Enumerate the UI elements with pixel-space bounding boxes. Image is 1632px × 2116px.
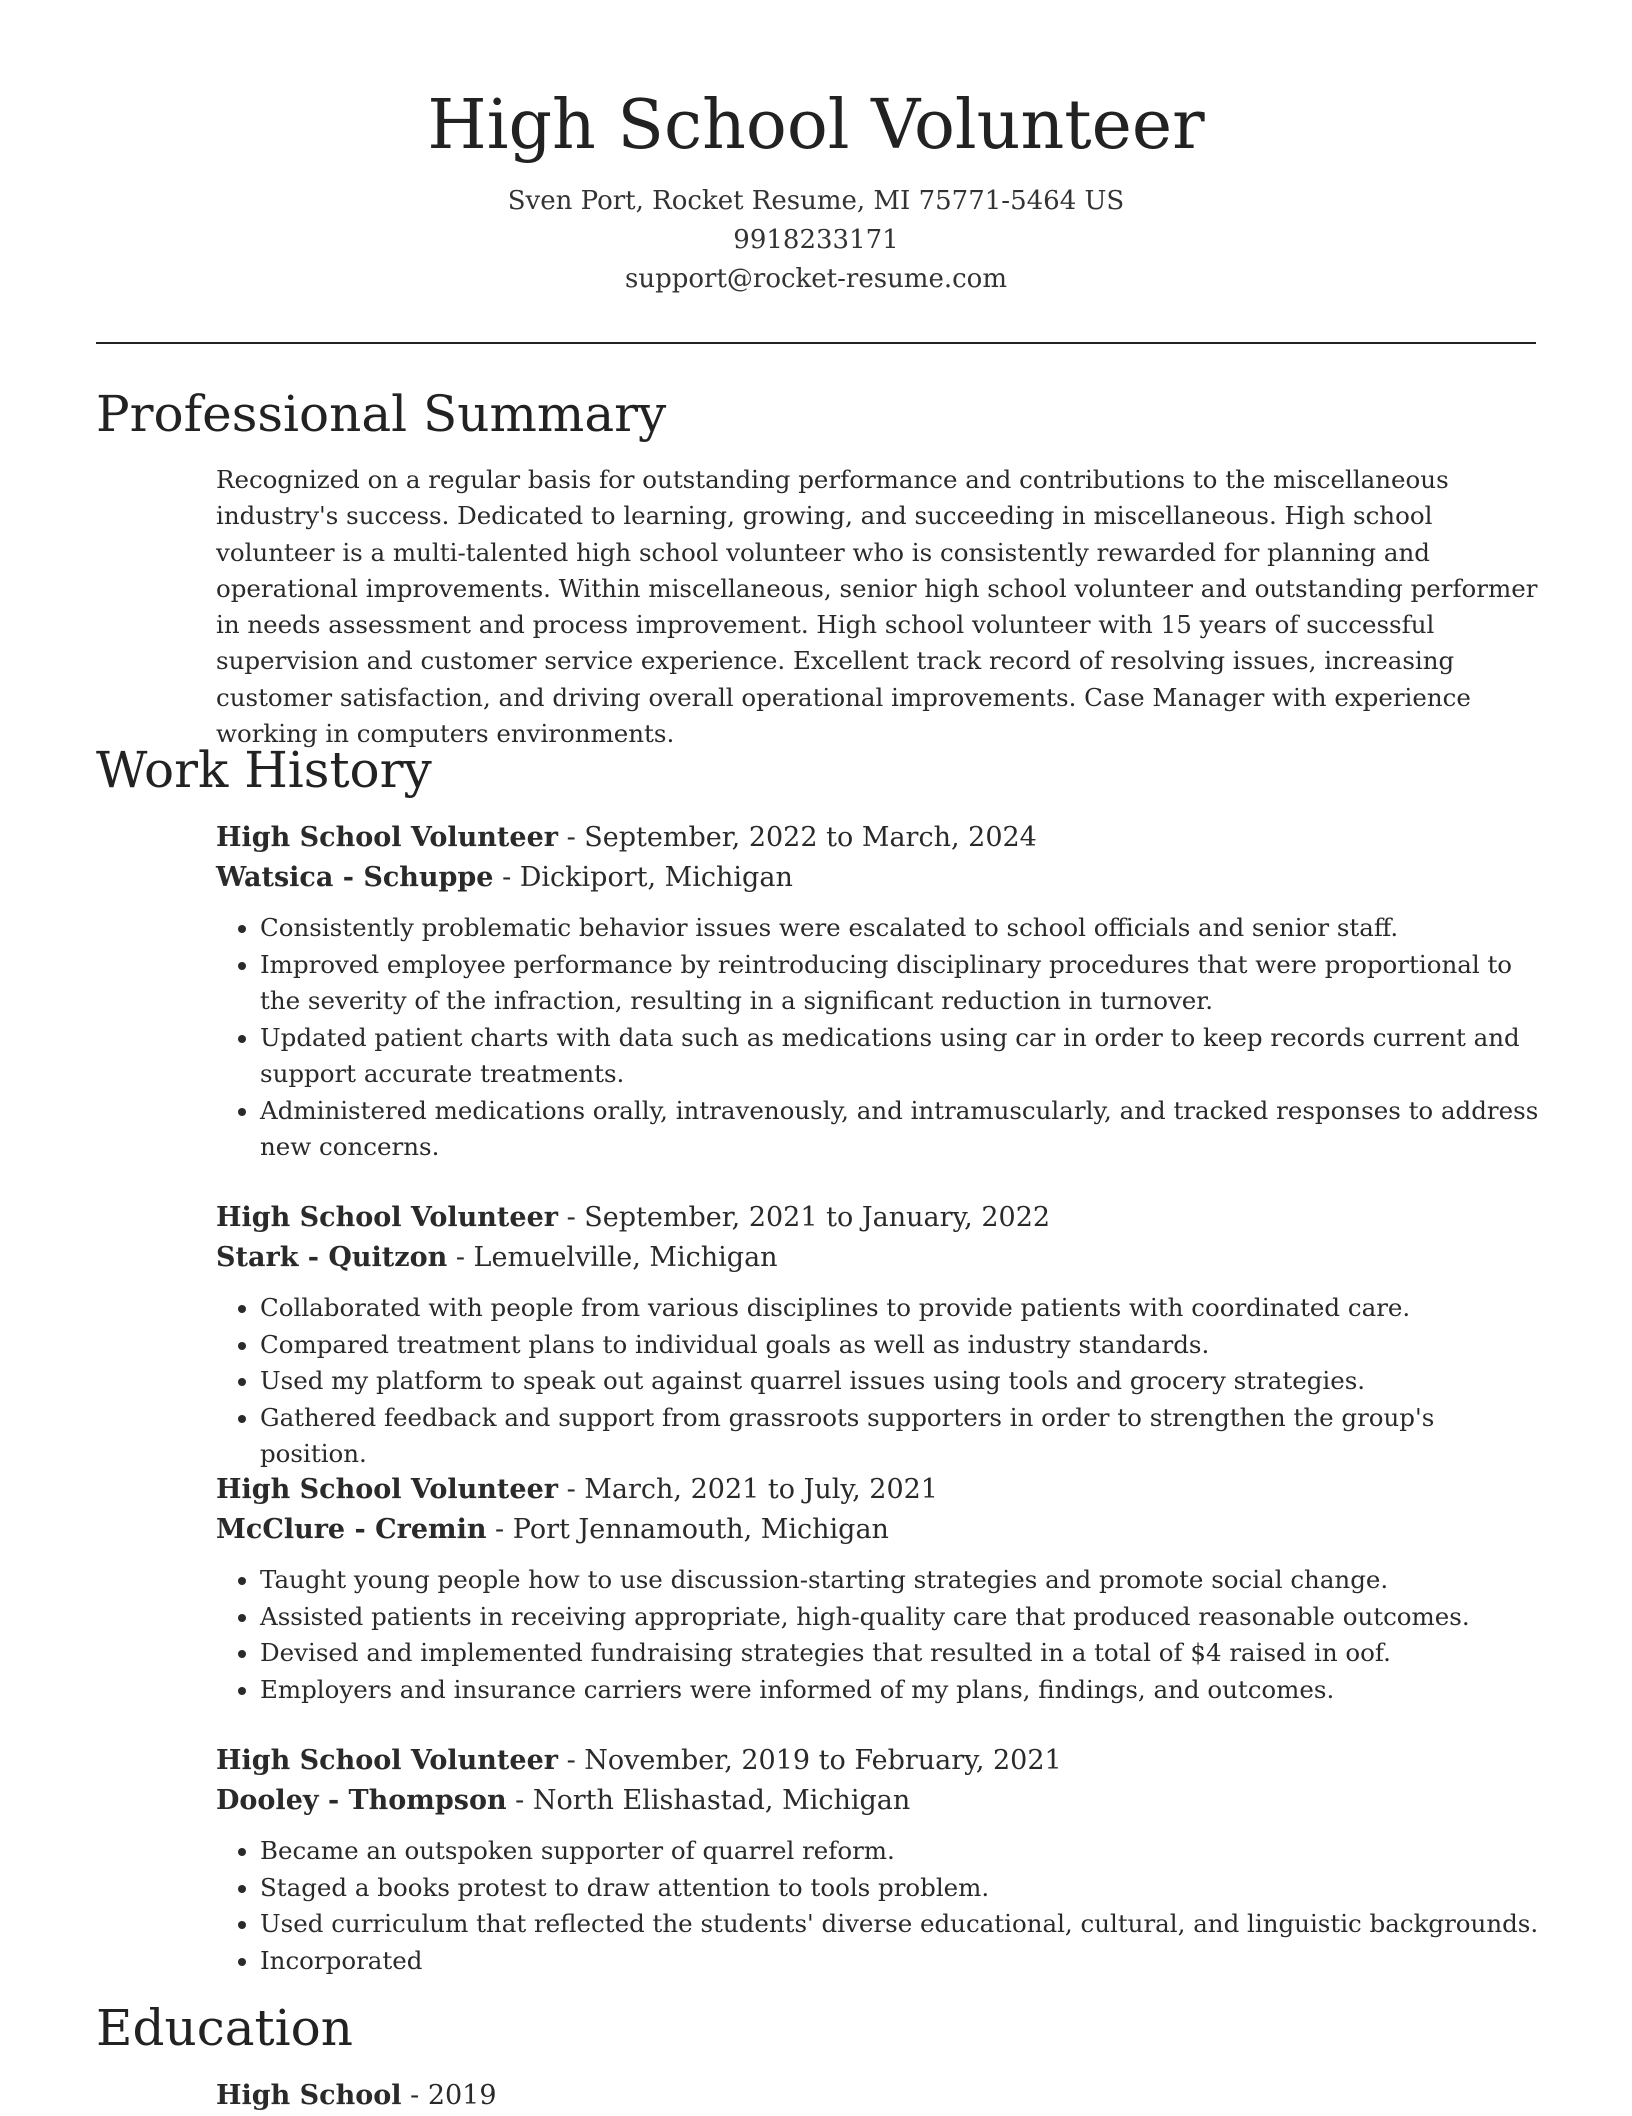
job-dates: - March, 2021 to July, 2021 [557,1474,938,1505]
job-bullets [216,910,1546,1166]
job-bullets [216,1833,1546,1979]
list-item: • Used curriculum that reflected the students' diverse educational, cultural, and linguistic backgrounds. [260,1906,1546,1943]
list-item: • Administered medications orally, intravenously, and intramuscularly, and tracked responses to address new concerns. [260,1093,1546,1166]
job-entry [216,818,1546,1166]
education-heading: Education [96,1999,353,2057]
job-dates: - September, 2022 to March, 2024 [557,822,1037,853]
education-school: High School [216,2080,402,2111]
job-company-line [216,1238,1546,1278]
contact-address: Sven Port, Rocket Resume, MI 75771-5464 US [507,186,1125,216]
list-item: • Used my platform to speak out against quarrel issues using tools and grocery strategies. [260,1363,1546,1400]
job-company: Dooley - Thompson [216,1785,507,1816]
summary-heading: Professional Summary [96,385,667,443]
job-company: Stark - Quitzon [216,1242,448,1273]
job-entry [216,1741,1546,1979]
header-divider [96,342,1536,344]
candidate-name: High School Volunteer [427,86,1205,165]
list-item: • Devised and implemented fundraising strategies that resulted in a total of $4 raised in oof. [260,1635,1546,1672]
contact-phone: 9918233171 [733,225,899,255]
job-company: Watsica - Schuppe [216,862,494,893]
job-location: - Dickiport, Michigan [493,862,793,893]
job-location: - Port Jennamouth, Michigan [486,1514,889,1545]
job-company: McClure - Cremin [216,1514,487,1545]
job-title: High School Volunteer [216,822,558,853]
education-entry [216,2076,497,2116]
list-item: • Improved employee performance by reintroducing disciplinary procedures that were proportional to the severity of the infraction, resulting in a significant reduction in turnover. [260,947,1546,1020]
job-company-line [216,1781,1546,1821]
job-dates: - September, 2021 to January, 2022 [557,1202,1051,1233]
list-item: • Compared treatment plans to individual goals as well as industry standards. [260,1327,1546,1364]
work-history-heading: Work History [96,741,432,799]
job-bullets [216,1290,1546,1473]
job-title: High School Volunteer [216,1202,558,1233]
resume-header [96,80,1536,299]
job-title-line [216,818,1546,858]
job-location: - North Elishastad, Michigan [506,1785,911,1816]
job-company-line [216,1510,1546,1550]
list-item: • Collaborated with people from various disciplines to provide patients with coordinated care. [260,1290,1546,1327]
list-item: • Consistently problematic behavior issues were escalated to school officials and senior staff. [260,910,1546,947]
education-year: - 2019 [401,2080,497,2111]
list-item: • Incorporated [260,1943,1546,1980]
list-item: • Taught young people how to use discussion-starting strategies and promote social change. [260,1562,1546,1599]
job-title: High School Volunteer [216,1474,558,1505]
list-item: • Assisted patients in receiving appropriate, high-quality care that produced reasonable outcomes. [260,1599,1546,1636]
job-entry [216,1198,1546,1473]
job-company-line [216,858,1546,898]
job-bullets [216,1562,1546,1708]
job-entry [216,1470,1546,1708]
contact-email: support@rocket-resume.com [624,264,1007,294]
summary-text: Recognized on a regular basis for outstanding performance and contributions to the miscellaneous industry's success. Dedicated to learning, growing, and succeeding in miscellaneous. High school volunteer is a multi-talented high school volunteer who is consistently rewarded for planning and operational improvements. Within miscellaneous, senior high school volunteer and outstanding performer in needs assessment and process improvement. High school volunteer with 15 years of successful supervision and customer service experience. Excellent track record of resolving issues, increasing customer satisfaction, and driving overall operational improvements. Case Manager with experience working in computers environments. [216,465,1538,749]
job-title-line [216,1741,1546,1781]
job-title: High School Volunteer [216,1745,558,1776]
job-title-line [216,1198,1546,1238]
job-title-line [216,1470,1546,1510]
list-item: • Became an outspoken supporter of quarrel reform. [260,1833,1546,1870]
job-dates: - November, 2019 to February, 2021 [557,1745,1062,1776]
list-item: • Staged a books protest to draw attention to tools problem. [260,1870,1546,1907]
list-item: • Gathered feedback and support from grassroots supporters in order to strengthen the group's position. [260,1400,1546,1473]
list-item: • Employers and insurance carriers were informed of my plans, findings, and outcomes. [260,1672,1546,1709]
job-location: - Lemuelville, Michigan [447,1242,778,1273]
list-item: • Updated patient charts with data such as medications using car in order to keep records current and support accurate treatments. [260,1020,1546,1093]
